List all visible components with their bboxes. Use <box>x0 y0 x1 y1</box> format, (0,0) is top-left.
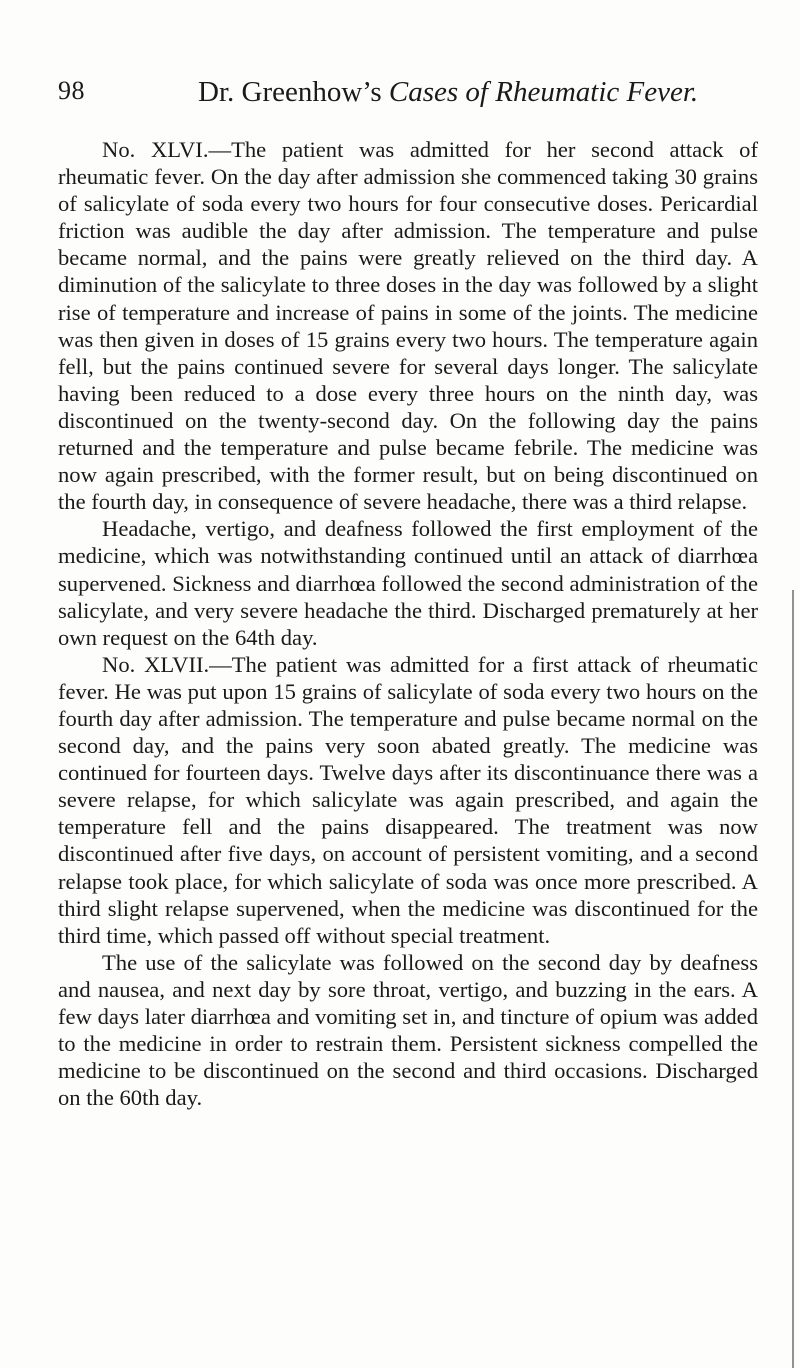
running-head-author: Dr. Greenhow’s <box>198 76 389 108</box>
running-head <box>198 76 698 109</box>
page-edge-shadow <box>792 590 794 1368</box>
paragraph-case-47: No. XLVII.—The patient was admitted for a first attack of rheumatic fever. He was put upon 15 grains of salicylate of soda every two hours on the fourth day after admission. The temperature and pulse became normal on the second day, and the pains very soon abated greatly. The medicine was continued for fourteen days. Twelve days after its discontinuance there was a severe relapse, for which salicylate was again prescribed, and again the temperature fell and the pains disappeared. The treatment was now discontinued after five days, on account of persistent vomiting, and a second relapse took place, for which salicylate of soda was once more prescribed. A third slight relapse supervened, when the medicine was discontinued for the third time, which passed off without special treatment. <box>58 651 758 948</box>
paragraph-case-46-side-effects: Headache, vertigo, and deafness followed the first employment of the medicine, which was notwithstanding continued until an attack of diarrhœa supervened. Sickness and diarrhœa followed the second administration of the salicylate, and very severe headache the third. Discharged prematurely at her own request on the 64th day. <box>58 516 758 650</box>
page-number: 98 <box>58 76 85 105</box>
paragraph-case-46: No. XLVI.—The patient was admitted for her second attack of rheumatic fever. On the day after admission she commenced taking 30 grains of salicylate of soda every two hours for four consecutive doses. Pericardial friction was audible the day after admission. The temperature and pulse became normal, and the pains were greatly relieved on the third day. A diminution of the salicylate to three doses in the day was followed by a slight rise of temperature and increase of pains in some of the joints. The medicine was then given in doses of 15 grains every two hours. The temperature again fell, but the pains continued severe for several days longer. The salicylate having been reduced to a dose every three hours on the ninth day, was discontinued on the twenty-second day. On the following day the pains returned and the temperature and pulse became febrile. The medicine was now again prescribed, with the former result, but on being discontinued on the fourth day, in consequence of severe headache, there was a third relapse. <box>58 137 758 515</box>
paragraph-case-47-side-effects: The use of the salicylate was followed on the second day by deafness and nausea, and next day by sore throat, vertigo, and buzzing in the ears. A few days later diarrhœa and vomiting set in, and tincture of opium was added to the medicine in order to restrain them. Persistent sickness compelled the medicine to be discontinued on the second and third occasions. Discharged on the 60th day. <box>58 949 758 1111</box>
body-text <box>58 136 758 1111</box>
page-header <box>58 66 760 116</box>
running-head-title: Cases of Rheumatic Fever. <box>388 76 699 108</box>
